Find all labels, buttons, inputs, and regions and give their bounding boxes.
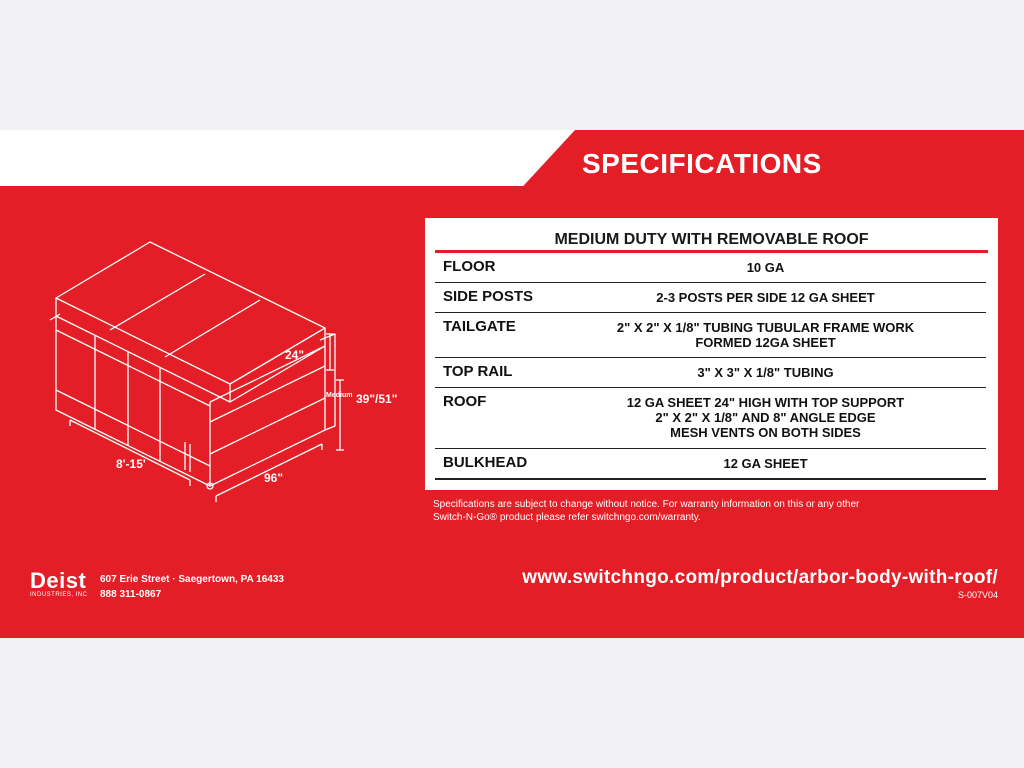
spec-value-line: 10 GA — [746, 260, 785, 275]
roof-height-label: 24" — [285, 348, 305, 362]
spec-value — [585, 358, 986, 387]
spec-sheet — [0, 130, 1024, 638]
phone-number: 888 311-0867 — [100, 589, 162, 600]
spec-row — [435, 253, 986, 283]
spec-label: ROOF — [443, 393, 487, 410]
spec-value — [585, 253, 986, 282]
spec-rows — [435, 253, 986, 480]
spec-value — [585, 283, 986, 312]
disclaimer-line: Specifications are subject to change without notice. For warranty information on this or any other — [433, 499, 860, 510]
spec-row — [435, 358, 986, 388]
body-height-class-label: Medium — [326, 392, 353, 399]
document-code: S-007V04 — [957, 590, 998, 600]
deist-logo — [30, 570, 88, 598]
product-url[interactable]: www.switchngo.com/product/arbor-body-with-roof/ — [522, 567, 998, 588]
disclaimer-line: Switch-N-Go® product please refer switchngo.com/warranty. — [433, 512, 701, 523]
spec-label: TOP RAIL — [443, 363, 513, 380]
spec-value-line: 2" X 2" X 1/8" AND 8" ANGLE EDGE — [655, 410, 876, 425]
spec-value — [585, 388, 986, 448]
street-address: 607 Erie Street · Saegertown, PA 16433 — [100, 574, 284, 585]
spec-label: BULKHEAD — [443, 454, 528, 471]
spec-value-line: 12 GA SHEET 24" HIGH WITH TOP SUPPORT — [626, 395, 905, 410]
disclaimer — [433, 498, 973, 524]
body-width-label: 96" — [264, 471, 284, 485]
spec-value-line: FORMED 12GA SHEET — [695, 335, 836, 350]
spec-value — [585, 313, 986, 357]
spec-label: TAILGATE — [443, 318, 516, 335]
spec-value-line: 2-3 POSTS PER SIDE 12 GA SHEET — [656, 290, 875, 305]
body-length-label: 8'-15' — [116, 457, 146, 471]
spec-row — [435, 313, 986, 358]
spec-label: FLOOR — [443, 258, 496, 275]
page-title: SPECIFICATIONS — [582, 148, 822, 179]
spec-table — [425, 218, 998, 490]
company-address — [100, 572, 284, 602]
spec-row — [435, 283, 986, 313]
truck-body-illustration — [40, 230, 420, 530]
header-band — [0, 130, 575, 186]
logo-subtitle: INDUSTRIES, INC — [30, 592, 88, 598]
spec-value-line: 12 GA SHEET — [723, 456, 808, 471]
spec-row — [435, 449, 986, 480]
spec-label: SIDE POSTS — [443, 288, 534, 305]
spec-value-line: 2" X 2" X 1/8" TUBING TUBULAR FRAME WORK — [616, 320, 915, 335]
spec-table-heading: MEDIUM DUTY WITH REMOVABLE ROOF — [554, 231, 869, 248]
spec-value — [585, 449, 986, 478]
spec-row — [435, 388, 986, 449]
spec-value-line: 3" X 3" X 1/8" TUBING — [697, 365, 834, 380]
logo-wordmark: Deist — [30, 568, 87, 593]
spec-value-line: MESH VENTS ON BOTH SIDES — [670, 425, 861, 440]
body-height-label: 39"/51" — [356, 392, 398, 406]
